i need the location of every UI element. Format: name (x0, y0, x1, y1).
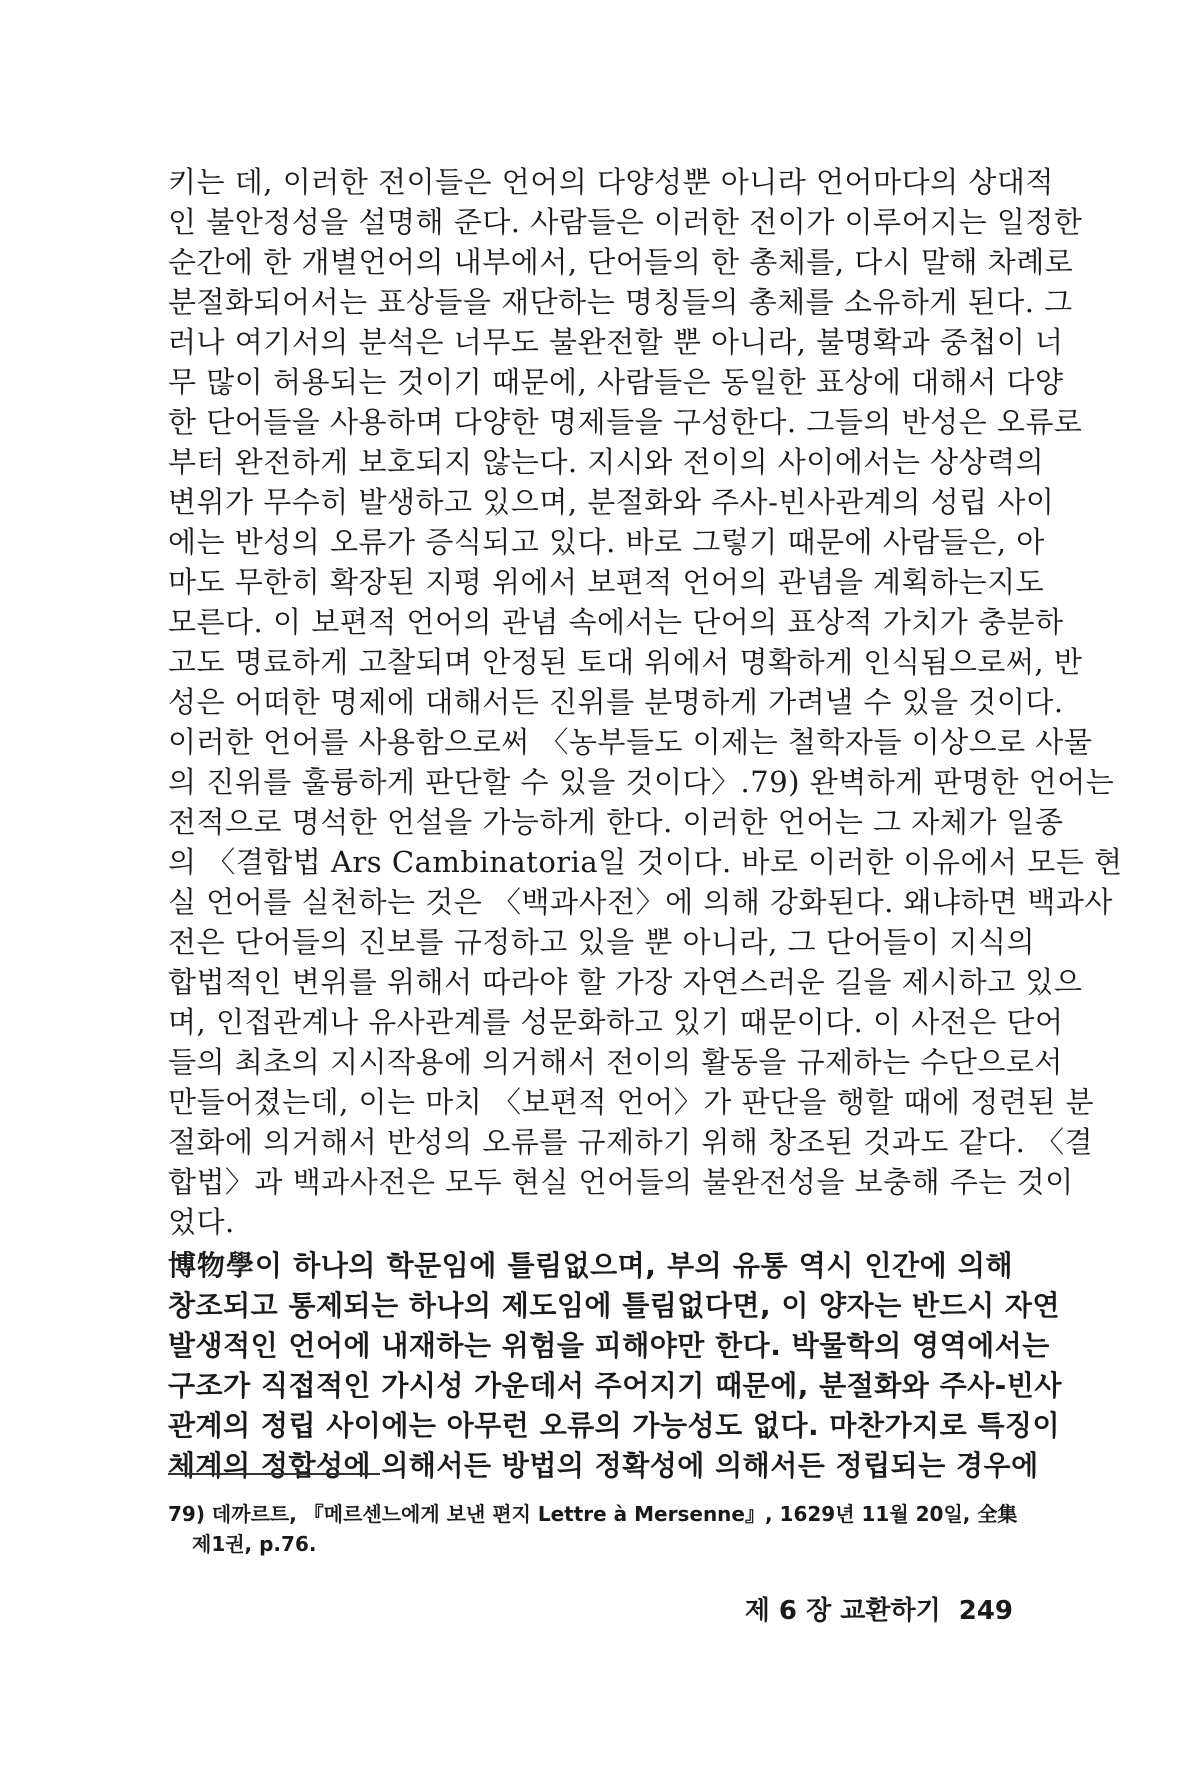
running-footer (727, 1594, 1013, 1628)
text-line: 변위가 무수히 발생하고 있으며, 분절화와 주사-빈사관계의 성립 사이 (168, 485, 1055, 519)
footnote-line: 제1권, p.76. (192, 1532, 317, 1556)
text-line: 실 언어를 실천하는 것은 〈백과사전〉에 의해 강화된다. 왜냐하면 백과사 (168, 885, 1113, 919)
text-line: 부터 완전하게 보호되지 않는다. 지시와 전이의 사이에서는 상상력의 (168, 445, 1045, 479)
text-line: 순간에 한 개별언어의 내부에서, 단어들의 한 총체를, 다시 말해 차례로 (168, 245, 1074, 279)
text-line: 절화에 의거해서 반성의 오류를 규제하기 위해 창조된 것과도 같다. 〈결 (168, 1125, 1094, 1159)
text-line: 키는 데, 이러한 전이들은 언어의 다양성뿐 아니라 언어마다의 상대적 (168, 165, 1054, 199)
text-line: 고도 명료하게 고찰되며 안정된 토대 위에서 명확하게 인식됨으로써, 반 (168, 645, 1083, 679)
page-number: 249 (958, 1596, 1013, 1626)
text-line: 분절화되어서는 표상들을 재단하는 명칭들의 총체를 소유하게 된다. 그 (168, 285, 1073, 319)
text-line: 합법적인 변위를 위해서 따라야 할 가장 자연스러운 길을 제시하고 있으 (168, 965, 1083, 999)
text-line: 성은 어떠한 명제에 대해서든 진위를 분명하게 가려낼 수 있을 것이다. (168, 685, 1064, 719)
text-line: 인 불안정성을 설명해 준다. 사람들은 이러한 전이가 이루어지는 일정한 (168, 205, 1083, 239)
text-line: 博物學이 하나의 학문임에 틀림없으며, 부의 유통 역시 인간에 의해 (168, 1249, 1013, 1282)
text-line: 합법〉과 백과사전은 모두 현실 언어들의 불완전성을 보충해 주는 것이 (168, 1165, 1074, 1199)
text-line: 전은 단어들의 진보를 규정하고 있을 뿐 아니라, 그 단어들이 지식의 (168, 925, 1036, 959)
text-line: 관계의 정립 사이에는 아무런 오류의 가능성도 없다. 마찬가지로 특징이 (168, 1409, 1061, 1442)
text-line: 이러한 언어를 사용함으로써 〈농부들도 이제는 철학자들 이상으로 사물 (168, 725, 1093, 759)
text-line: 무 많이 허용되는 것이기 때문에, 사람들은 동일한 표상에 대해서 다양 (168, 365, 1064, 399)
text-line: 만들어졌는데, 이는 마치 〈보편적 언어〉가 판단을 행할 때에 정련된 분 (168, 1085, 1095, 1119)
text-line: 창조되고 통제되는 하나의 제도임에 틀림없다면, 이 양자는 반드시 자연 (168, 1289, 1061, 1322)
footnote-line: 79) 데까르트, 『메르센느에게 보낸 편지 Lettre à Mersenne』, 1629년 11월 20일, 全集 (168, 1502, 1018, 1526)
text-line: 었다. (168, 1205, 235, 1239)
text-line: 러나 여기서의 분석은 너무도 불완전할 뿐 아니라, 불명확과 중첩이 너 (168, 325, 1064, 359)
text-line: 에는 반성의 오류가 증식되고 있다. 바로 그렇기 때문에 사람들은, 아 (168, 525, 1045, 559)
footnote-divider (168, 1473, 380, 1475)
text-line: 며, 인접관계나 유사관계를 성문화하고 있기 때문이다. 이 사전은 단어 (168, 1005, 1064, 1039)
text-line: 체계의 정합성에 의해서든 방법의 정확성에 의해서든 정립되는 경우에 (168, 1449, 1039, 1482)
text-line: 한 단어들을 사용하며 다양한 명제들을 구성한다. 그들의 반성은 오류로 (168, 405, 1083, 439)
text-line: 의 〈결합법 Ars Cambinatoria일 것이다. 바로 이러한 이유에서 모든 현 (168, 845, 1123, 879)
text-line: 들의 최초의 지시작용에 의거해서 전이의 활동을 규제하는 수단으로서 (168, 1045, 1063, 1079)
text-line: 마도 무한히 확장된 지평 위에서 보편적 언어의 관념을 계획하는지도 (168, 565, 1045, 599)
text-line: 발생적인 언어에 내재하는 위험을 피해야만 한다. 박물학의 영역에서는 (168, 1329, 1050, 1362)
text-line: 모른다. 이 보편적 언어의 관념 속에서는 단어의 표상적 가치가 충분하 (168, 605, 1064, 639)
text-line: 의 진위를 훌륭하게 판단할 수 있을 것이다〉.79) 완벽하게 판명한 언어는 (168, 765, 1115, 799)
text-line: 전적으로 명석한 언설을 가능하게 한다. 이러한 언어는 그 자체가 일종 (168, 805, 1064, 839)
chapter-title: 제 6 장 교환하기 (744, 1596, 941, 1626)
text-line: 구조가 직접적인 가시성 가운데서 주어지기 때문에, 분절화와 주사-빈사 (168, 1369, 1062, 1402)
